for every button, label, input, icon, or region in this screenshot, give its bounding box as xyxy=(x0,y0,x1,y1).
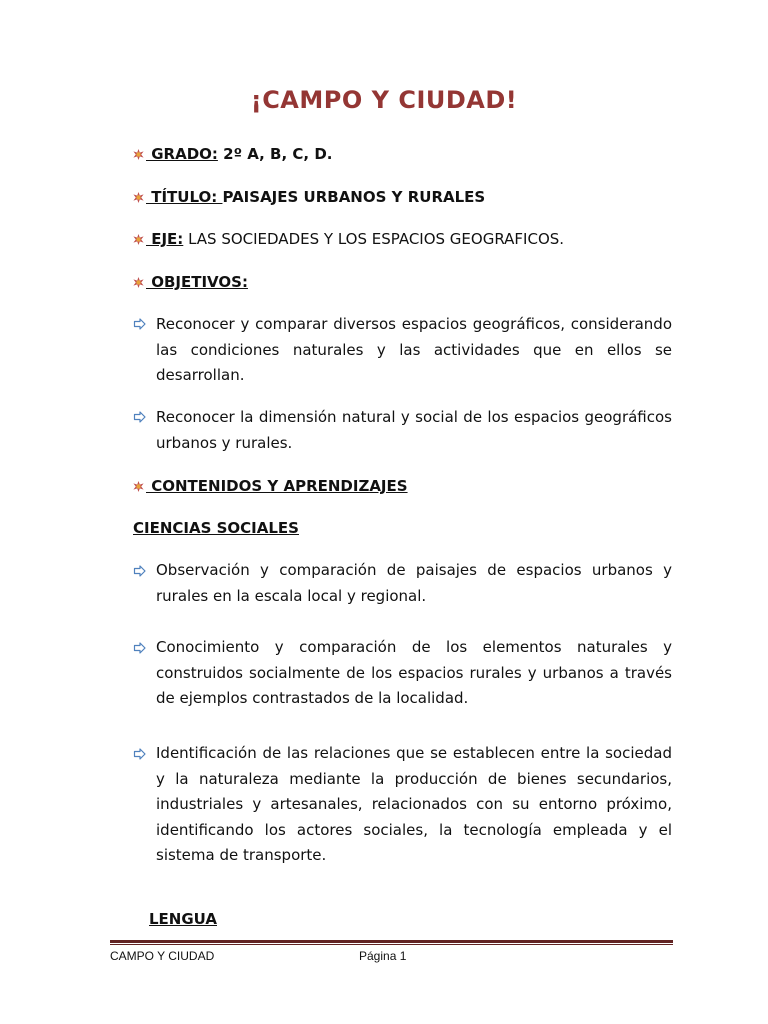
titulo-label: TÍTULO: xyxy=(146,188,223,206)
ciencias-sociales-heading: CIENCIAS SOCIALES xyxy=(133,519,299,537)
lengua-heading: LENGUA xyxy=(149,910,217,928)
arrow-right-icon xyxy=(133,747,147,761)
grado-label: GRADO: xyxy=(146,145,218,163)
footer-title: CAMPO Y CIUDAD xyxy=(110,949,215,963)
eje-line xyxy=(133,229,564,249)
arrow-right-icon xyxy=(133,317,147,331)
star-bullet-icon xyxy=(133,481,144,492)
star-bullet-icon xyxy=(133,277,144,288)
arrow-right-icon xyxy=(133,410,147,424)
eje-label: EJE: xyxy=(146,230,184,248)
star-bullet-icon xyxy=(133,149,144,160)
star-bullet-icon xyxy=(133,234,144,245)
grado-line xyxy=(133,144,333,164)
ciencias-item: Observación y comparación de paisajes de espacios urbanos y rurales en la escala local y regional. xyxy=(156,561,672,605)
ciencias-item: Identificación de las relaciones que se establecen entre la sociedad y la naturaleza mediante la producción de bienes secundarios, industriales y artesanales, relacionados con su entorno próximo, identificando los actores sociales, la tecnología empleada y el sistema de transporte. xyxy=(156,744,672,864)
objetivos-line xyxy=(133,272,248,292)
titulo-value: PAISAJES URBANOS Y RURALES xyxy=(222,188,486,206)
contenidos-line xyxy=(133,476,408,496)
titulo-line xyxy=(133,187,485,207)
grado-value: 2º A, B, C, D. xyxy=(217,145,333,163)
objetivo-item: Reconocer la dimensión natural y social de los espacios geográficos urbanos y rurales. xyxy=(156,408,672,452)
objetivo-item: Reconocer y comparar diversos espacios geográficos, considerando las condiciones naturales y las actividades que en ellos se desarrollan. xyxy=(156,315,672,384)
footer-rule-thin xyxy=(110,944,673,945)
objetivos-label: OBJETIVOS: xyxy=(146,273,248,291)
arrow-right-icon xyxy=(133,641,147,655)
arrow-right-icon xyxy=(133,564,147,578)
star-bullet-icon xyxy=(133,192,144,203)
eje-value: LAS SOCIEDADES Y LOS ESPACIOS GEOGRAFICOS. xyxy=(183,230,565,248)
contenidos-label: CONTENIDOS Y APRENDIZAJES xyxy=(146,477,408,495)
footer-page-number: Página 1 xyxy=(359,949,407,963)
ciencias-item: Conocimiento y comparación de los elementos naturales y construidos socialmente de los espacios rurales y urbanos a través de ejemplos contrastados de la localidad. xyxy=(156,638,672,707)
document-title: ¡CAMPO Y CIUDAD! xyxy=(250,86,518,114)
footer-rule xyxy=(110,940,673,943)
